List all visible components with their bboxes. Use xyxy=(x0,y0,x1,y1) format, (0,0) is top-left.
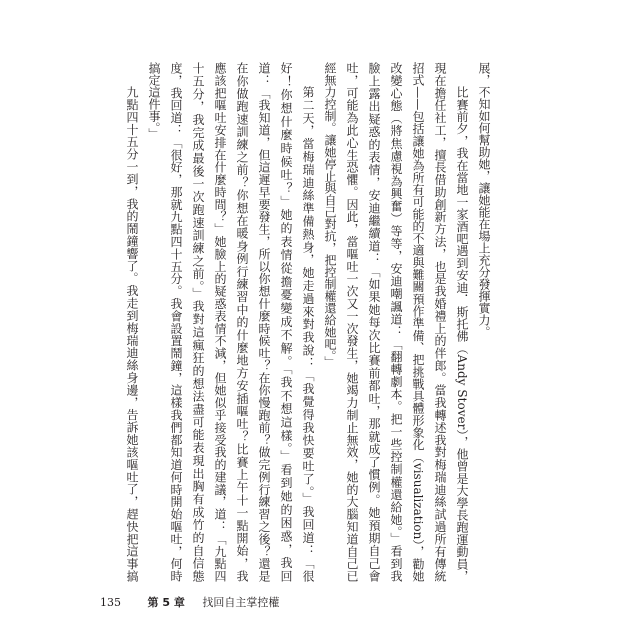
text-column: 招式——包括讓她為所有可能的不適與難關預作準備、把挑戰具體形象化（visualization），勸她 xyxy=(411,62,425,582)
text-column: 比賽前夕，我在當地一家酒吧遇到安迪．斯托佛（Andy Stover），他曾是大學長跑運動員， xyxy=(455,86,469,582)
page-number: 135 xyxy=(100,596,121,609)
text-column: 應該把嘔吐安排在什麼時間？」她臉上的疑惑表情不減，但她似乎接受我的建議，道：「九點四 xyxy=(213,62,227,582)
text-column: 度，我回道：「很好，那就九點四十五分。我會設置鬧鐘，這樣我們都知道何時開始嘔吐，何時 xyxy=(169,62,183,582)
text-column: 展，不知如何幫助她，讓她能在場上充分發揮實力。 xyxy=(477,62,491,338)
text-column: 九點四十五分一到，我的鬧鐘響了。我走到梅瑞迪絲身邊，告訴她該嘔吐了，趕快把這事搞 xyxy=(125,86,139,582)
text-column: 臉上露出疑惑的表情，安迪繼續道：「如果她每次比賽前都吐，那就成了慣例。她預期自己會 xyxy=(367,62,381,582)
text-column: 道：「我知道，但這遲早要發生，所以你想什麼時候吐？在你慢跑前？做完例行練習之後？還是 xyxy=(257,62,271,582)
text-column: 十五分，我完成最後一次跑速訓練之前。」我對這瘋狂的想法盡可能表現出胸有成竹的自信態 xyxy=(191,62,205,582)
text-column: 經無力控制。讓她停止與自己對抗，把控制權還給她吧。」 xyxy=(323,62,337,368)
text-column: 改變心態（將焦慮視為興奮）等等，安迪嘲諷道：「翻轉劇本。把一些控制權還給她。」看到我 xyxy=(389,62,403,582)
text-column: 第二天，當梅瑞迪絲準備熱身，她走過來對我說：「我覺得我快要吐了。」我回道：「很 xyxy=(301,86,315,582)
text-column: 吐，可能為此心生恐懼。因此，當嘔吐一次又一次發生，她竭力制止無效，她的大腦知道自己已 xyxy=(345,62,359,582)
text-column: 在你做跑速訓練之前？你想在暖身例行練習中的什麼地方安插嘔吐？比賽上午十一點開始，我 xyxy=(235,62,249,582)
text-column: 搞定這件事。」 xyxy=(147,62,161,140)
body-text xyxy=(121,62,495,582)
page-footer xyxy=(100,596,279,610)
text-column: 現在擔任社工，擅長借助創新方法，也是我婚禮上的伴郎。當我轉述我對梅瑞迪絲試過所有傳統 xyxy=(433,62,447,582)
chapter-label: 第 5 章 xyxy=(147,596,185,609)
text-column: 好！你想什麼時候吐？」她的表情從擔憂變成不解。「我不想這樣。」看到她的困惑，我回 xyxy=(279,62,293,582)
chapter-title: 找回自主掌控權 xyxy=(202,596,280,609)
